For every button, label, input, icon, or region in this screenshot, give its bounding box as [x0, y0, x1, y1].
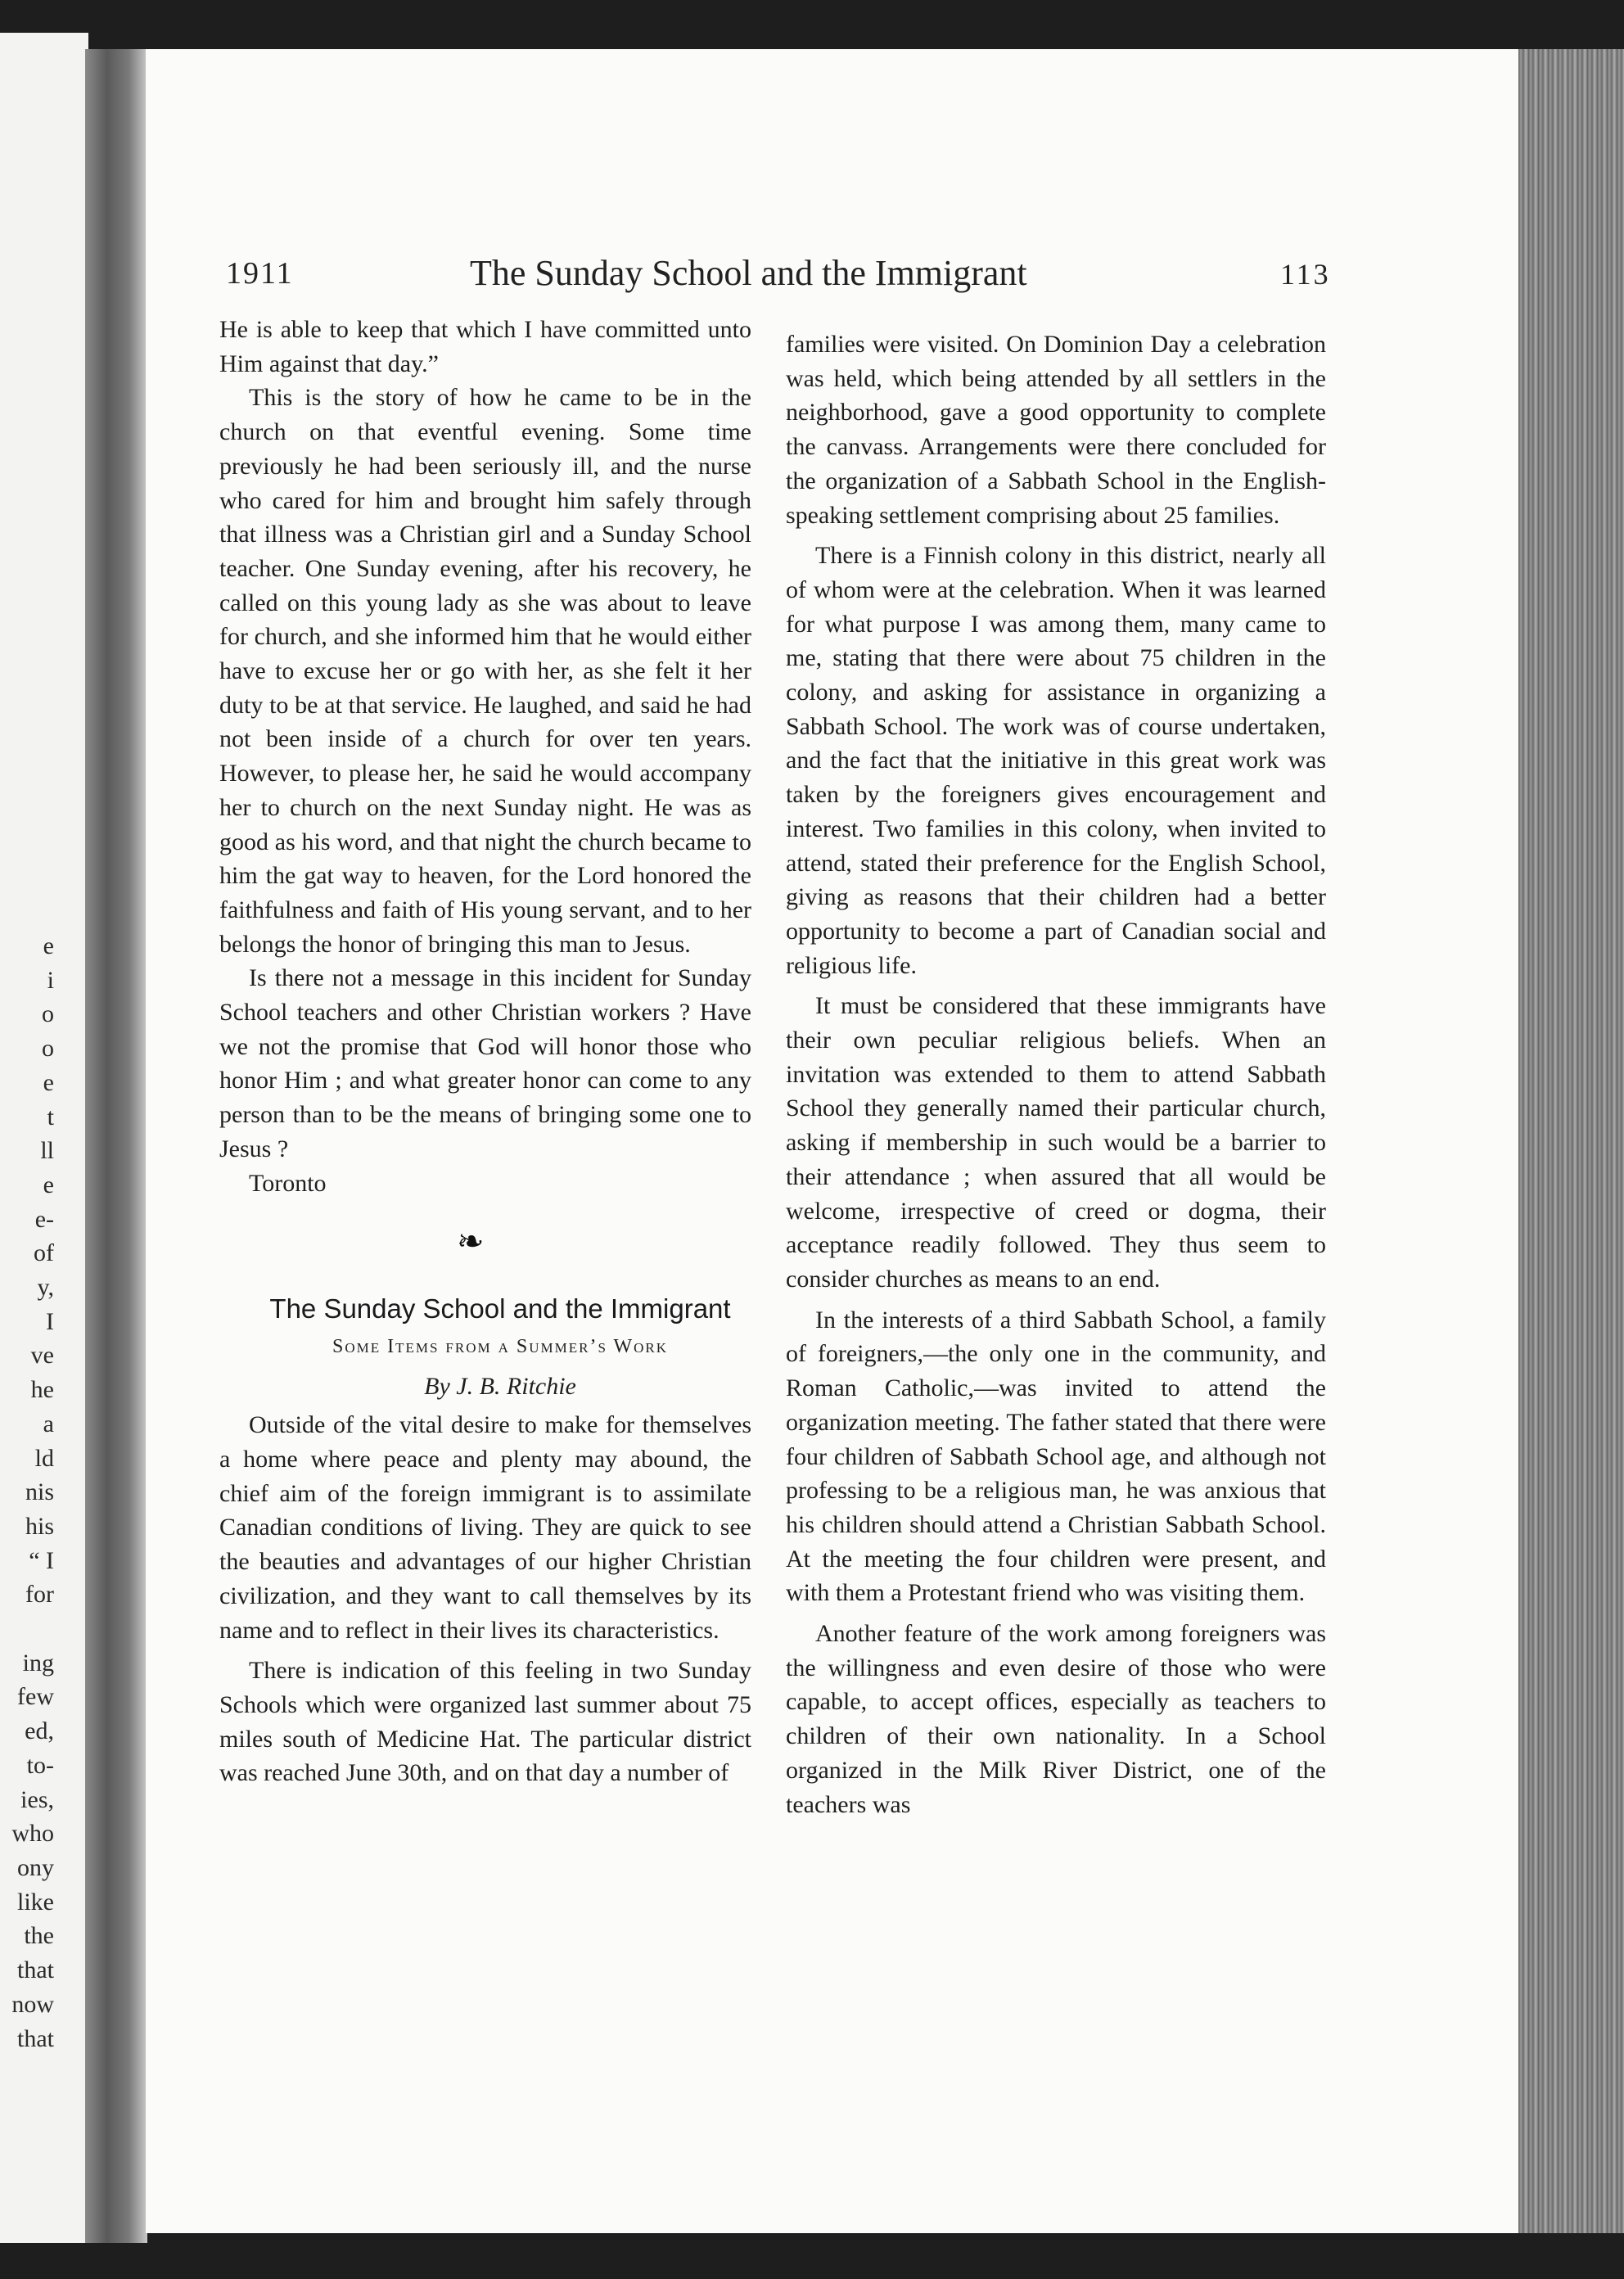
paragraph: Is there not a message in this incident for Sunday School teachers and other Christian workers ? Have we not the promise that God will honor those who honor Him ; and what greater honor can come to any person than to be the means of bringing some one to Jesus ?	[219, 964, 751, 1162]
facing-page-fragment: a	[43, 1410, 54, 1437]
facing-page-fragment: “ I	[29, 1546, 54, 1574]
book-gutter	[85, 49, 147, 2243]
page-edges-stack	[1518, 49, 1624, 2233]
paragraph: Outside of the vital desire to make for themselves a home where peace and plenty may abound, the chief aim of the foreign immigrant is to assimilate Canadian conditions of living. They are quick to see the beauties and advantages of our higher Christian civilization, and they want to call themselves by its name and to reflect in their lives its characteristics.	[219, 1411, 751, 1644]
facing-page-fragment: e	[43, 932, 54, 959]
facing-page-fragment: ed,	[25, 1717, 54, 1745]
facing-page-fragment: e	[43, 1171, 54, 1198]
facing-page-fragment: ony	[17, 1853, 54, 1881]
paragraph-continued: He is able to keep that which I have committed unto Him against that day.”	[219, 316, 751, 377]
facing-page-text-fragments	[0, 929, 54, 2056]
scanner-background-bottom	[0, 2228, 1624, 2279]
article-title: The Sunday School and the Immigrant	[269, 1293, 731, 1325]
facing-page-fragment: o	[42, 1035, 54, 1063]
place-signoff: Toronto	[249, 1169, 327, 1197]
right-column	[786, 327, 1326, 1821]
facing-page-fragment: ll	[40, 1137, 54, 1165]
paragraph: Another feature of the work among foreigners was the willingness and even desire of those who were capable, to accept offices, especially as teachers to children of their own nationality. In a School organized in the Milk River District, one of the teachers was	[786, 1620, 1326, 1818]
paragraph: There is a Finnish colony in this district, nearly all of whom were at the celebration. When it was learned for what purpose I was among them, many came to me, stating that there were about 75 children in the colony, and asking for assistance in organizing a Sabbath School. The work was of course undertaken, and the fact that the initiative in this great work was taken by the foreigners gives encouragement and interest. Two families in this colony, when invited to attend, stated their preference for the English School, giving as reasons that their children had a better opportunity to become a part of Canadian social and religious life.	[786, 542, 1326, 979]
facing-page-fragment: his	[25, 1512, 54, 1540]
facing-page-fragment: few	[17, 1683, 54, 1711]
running-head-title: The Sunday School and the Immigrant	[470, 253, 1027, 293]
fleuron-icon: ❧	[457, 1223, 485, 1261]
running-head-year: 1911	[226, 256, 294, 291]
facing-page-fragment: now	[11, 1990, 54, 2018]
facing-page-fragment: t	[47, 1103, 54, 1130]
facing-page-sliver	[0, 33, 88, 2243]
paragraph: In the interests of a third Sabbath School, a family of foreigners,—the only one in the community, and Roman Catholic,—was invited to attend the organization meeting. The father stated that there were four children of Sabbath School age, and although not professing to be a religious man, he was anxious that his children should attend a Christian Sabbath School. At the meeting the four children were present, and with them a Protestant friend who was visiting them.	[786, 1306, 1326, 1607]
paragraph: There is indication of this feeling in two Sunday Schools which were organized last summer about 75 miles south of Medicine Hat. The particular district was reached June 30th, and on that day a number of	[219, 1657, 751, 1787]
facing-page-fragment: ld	[34, 1444, 54, 1472]
scanner-background-top	[0, 0, 1624, 51]
left-column	[219, 313, 751, 1790]
paragraph-continued: families were visited. On Dominion Day a celebration was held, which being attended by all settlers in the neighborhood, gave a good opportunity to complete the canvass. Arrangements were there concluded for the organization of a Sabbath School in the English-speaking settlement comprising about 25 families.	[786, 331, 1326, 529]
facing-page-fragment: ies,	[20, 1785, 54, 1813]
facing-page-fragment: that	[17, 2024, 54, 2052]
facing-page-fragment	[0, 1612, 54, 1646]
article-byline: By J. B. Ritchie	[424, 1373, 576, 1401]
facing-page-fragment: i	[47, 966, 54, 994]
facing-page-fragment: of	[34, 1239, 54, 1267]
page-number: 113	[1280, 258, 1331, 291]
facing-page-fragment: like	[17, 1888, 54, 1916]
facing-page-fragment: for	[25, 1581, 54, 1609]
paragraph: This is the story of how he came to be in the church on that eventful evening. Some time previously he had been seriously ill, and the nurse who cared for him and brought him safely through that illness was a Christian girl and a Sunday School teacher. One Sunday evening, after his recovery, he called on this young lady as she was about to leave for church, and she informed him that he would either have to excuse her or go with her, as she felt it her duty to be at that service. He laughed, and said he had not been inside of a church for over ten years. However, to please her, he said he would accompany her to church on the next Sunday night. He was as good as his word, and that night the church became to him the gat way to heaven, for the Lord honored the faithfulness and faith of His young servant, and to her belongs the honor of bringing this man to Jesus.	[219, 384, 751, 958]
facing-page-fragment: he	[30, 1376, 54, 1404]
running-head	[226, 252, 1331, 298]
article-subtitle: Some Items from a Summer’s Work	[332, 1336, 669, 1358]
facing-page-fragment: I	[46, 1307, 54, 1335]
facing-page-fragment: that	[17, 1956, 54, 1984]
facing-page-fragment: ve	[30, 1342, 54, 1370]
facing-page-fragment: who	[11, 1820, 54, 1848]
paragraph: It must be considered that these immigrants have their own peculiar religious beliefs. When an invitation was extended to them to attend Sabbath School they generally named their particular church, asking if membership in such would be a barrier to their attendance ; when assured that all would be welcome, irrespective of creed or dogma, their acceptance readily followed. They thus seem to consider churches as means to an end.	[786, 992, 1326, 1293]
facing-page-fragment: ing	[22, 1649, 54, 1677]
facing-page-fragment: nis	[25, 1478, 54, 1506]
facing-page-fragment: e-	[34, 1205, 54, 1233]
facing-page-fragment: the	[24, 1922, 54, 1950]
section-ornament	[219, 1200, 751, 1290]
facing-page-fragment: o	[42, 1000, 54, 1028]
facing-page-fragment: y,	[37, 1274, 54, 1302]
facing-page-fragment: to-	[26, 1751, 54, 1779]
facing-page-fragment: e	[43, 1068, 54, 1096]
